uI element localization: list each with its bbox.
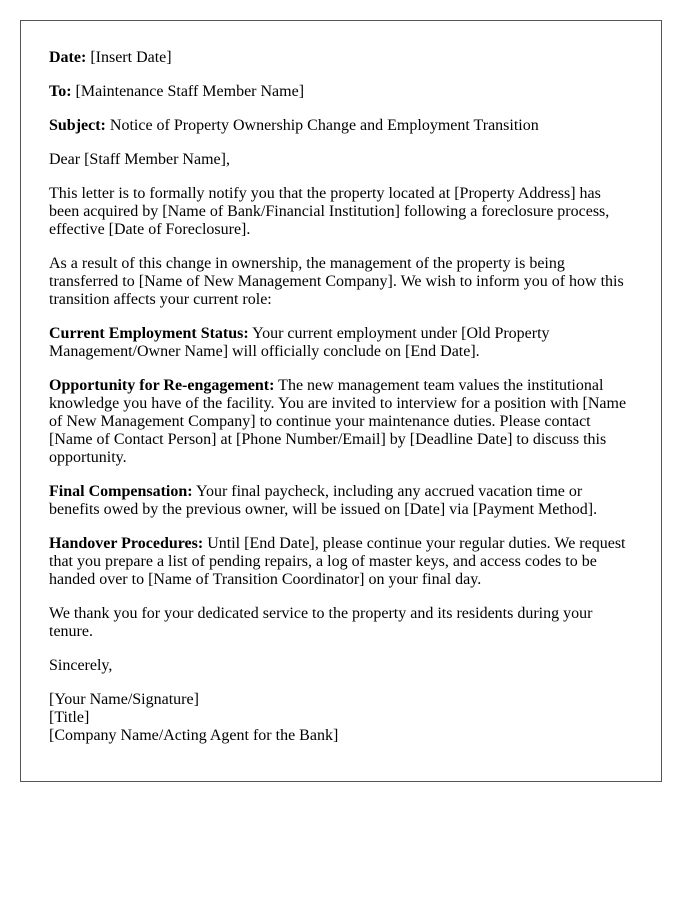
subject-label: Subject: <box>49 117 106 134</box>
closing-paragraph: We thank you for your dedicated service to the property and its residents during your tenure. <box>49 605 593 640</box>
section-employment-status <box>49 325 633 361</box>
section-text: Your current employment under [Old Property Management/Owner Name] will officially conclude on [End Date]. <box>49 325 550 360</box>
salutation: Dear [Staff Member Name], <box>49 151 230 168</box>
signature-company: [Company Name/Acting Agent for the Bank] <box>49 727 339 744</box>
transition-paragraph: As a result of this change in ownership, the management of the property is being transferred to [Name of New Management Company]. We wish to inform you of how this transition affects your current role: <box>49 255 624 308</box>
signature-title: [Title] <box>49 709 90 726</box>
section-label: Opportunity for Re-engagement: <box>49 377 275 394</box>
subject-value: Notice of Property Ownership Change and Employment Transition <box>109 117 539 134</box>
section-final-compensation <box>49 483 633 519</box>
letter <box>20 20 662 782</box>
section-re-engagement <box>49 377 633 467</box>
subject-line <box>49 117 633 135</box>
to-line <box>49 83 633 101</box>
section-label: Handover Procedures: <box>49 535 204 552</box>
section-handover <box>49 535 633 589</box>
section-label: Final Compensation: <box>49 483 193 500</box>
signature-name: [Your Name/Signature] <box>49 691 199 708</box>
section-text: Until [End Date], please continue your regular duties. We request that you prepare a list of pending repairs, a log of master keys, and access codes to be handed over to [Name of Transition Coordinator] on your final day. <box>49 535 626 588</box>
date-value: [Insert Date] <box>90 49 172 66</box>
section-text: Your final paycheck, including any accrued vacation time or benefits owed by the previous owner, will be issued on [Date] via [Payment Method]. <box>49 483 598 518</box>
to-label: To: <box>49 83 72 100</box>
date-label: Date: <box>49 49 87 66</box>
closing: Sincerely, <box>49 657 113 674</box>
signature-block <box>49 691 633 745</box>
section-label: Current Employment Status: <box>49 325 249 342</box>
to-value: [Maintenance Staff Member Name] <box>75 83 305 100</box>
section-text: The new management team values the institutional knowledge you have of the facility. You are invited to interview for a position with [Name of New Management Company] to continue your maintenance duties. Please contact [Name of Contact Person] at [Phone Number/Email] by [Deadline Date] to discuss this opportunity. <box>49 377 627 466</box>
date-line <box>49 49 633 67</box>
intro-paragraph: This letter is to formally notify you that the property located at [Property Address] has been acquired by [Name of Bank/Financial Institution] following a foreclosure process, effective [Date of Foreclosure]. <box>49 185 610 238</box>
